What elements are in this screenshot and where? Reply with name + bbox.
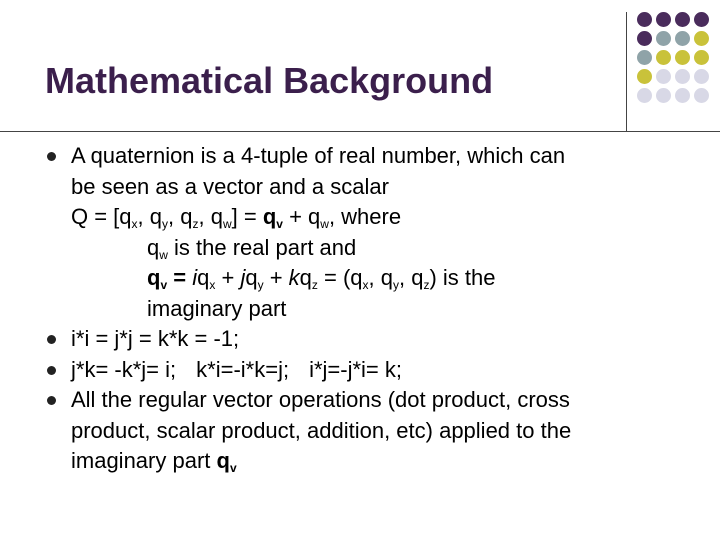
text-line: be seen as a vector and a scalar: [71, 173, 389, 199]
decorative-dot: [637, 12, 652, 27]
decorative-dot: [694, 88, 709, 103]
eq-part: , q: [168, 204, 193, 229]
decorative-dot: [637, 50, 652, 65]
bullet-icon: [47, 152, 56, 161]
subscript: x: [209, 278, 216, 292]
text-line: product, scalar product, addition, etc) applied to the: [71, 417, 572, 443]
eq-part: ) is the: [429, 265, 496, 290]
eq-part: k: [288, 265, 300, 290]
subscript: y: [393, 278, 400, 292]
decorative-dot: [675, 50, 690, 65]
slide-title: Mathematical Background: [45, 60, 494, 101]
vector-q: q: [147, 265, 161, 290]
real-part-line: [71, 233, 687, 264]
eq-part: + q: [282, 204, 321, 229]
subscript: z: [423, 278, 430, 292]
subscript: y: [257, 278, 264, 292]
subscript: x: [362, 278, 369, 292]
subscript: v: [276, 217, 283, 231]
imaginary-part-line: [71, 263, 687, 294]
eq-part: q: [299, 265, 312, 290]
eq-part: , q: [198, 204, 223, 229]
decorative-dot: [656, 12, 671, 27]
text-line: A quaternion is a 4-tuple of real number, which can: [71, 143, 566, 168]
eq-part: =: [167, 265, 193, 290]
decorative-dot: [675, 12, 690, 27]
text-line: [71, 446, 687, 477]
eq-part: q: [197, 265, 210, 290]
bullet-icon: [47, 366, 56, 375]
subscript: y: [162, 217, 169, 231]
eq-part: , q: [399, 265, 424, 290]
eq-part: is the real part and: [167, 234, 357, 260]
bullet-icon: [47, 335, 56, 344]
subscript: z: [311, 278, 318, 292]
bullet-quaternion-definition: [47, 141, 687, 324]
decorative-dot: [656, 88, 671, 103]
subscript: w: [159, 247, 168, 262]
decorative-dot: [694, 31, 709, 46]
decorative-dot: [675, 88, 690, 103]
text-line: imaginary part: [147, 295, 287, 321]
eq-part: ] =: [231, 204, 263, 229]
decorative-dot: [694, 69, 709, 84]
decorative-dot: [637, 69, 652, 84]
text-line: [71, 355, 687, 386]
eq-part: +: [263, 265, 289, 290]
eq-part: Q = [q: [71, 204, 132, 229]
bullet-vector-operations: [47, 385, 687, 477]
subscript: z: [192, 217, 199, 231]
eq-part: , q: [368, 265, 394, 290]
rule-jk: j*k= -k*j= i;: [71, 356, 177, 382]
bullet-product-rules: [47, 355, 687, 386]
decorative-dot: [656, 31, 671, 46]
subscript: x: [131, 217, 138, 231]
vector-q: q: [216, 448, 230, 473]
decorative-dot: [656, 69, 671, 84]
decorative-dot: [675, 31, 690, 46]
eq-part: , q: [137, 204, 163, 229]
bullet-icon: [47, 396, 56, 405]
eq-part: j: [240, 265, 246, 290]
decorative-dot-grid: [637, 12, 711, 105]
equation-line: [71, 202, 687, 233]
eq-part: imaginary part: [71, 448, 217, 473]
decorative-dot: [694, 12, 709, 27]
text-line: All the regular vector operations (dot product, cross: [71, 387, 570, 412]
eq-part: +: [215, 265, 241, 290]
decorative-dot: [694, 50, 709, 65]
subscript: w: [222, 217, 232, 231]
title-divider: [0, 131, 720, 132]
eq-part: q: [147, 234, 160, 260]
eq-part: q: [245, 265, 258, 290]
decorative-dot: [637, 31, 652, 46]
subscript: w: [320, 217, 329, 231]
text-line: i*i = j*j = k*k = -1;: [71, 326, 240, 351]
rule-ij: i*j=-j*i= k;: [309, 356, 402, 382]
decorative-dot: [637, 88, 652, 103]
decorative-dot: [675, 69, 690, 84]
vector-q: q: [262, 204, 277, 229]
eq-part: = (q: [317, 265, 363, 290]
subscript: v: [229, 461, 237, 475]
rule-ki: k*i=-i*k=j;: [196, 356, 290, 382]
decorative-dot: [656, 50, 671, 65]
vertical-divider: [626, 12, 627, 132]
subscript: v: [160, 278, 168, 292]
bullet-squares-rule: [47, 324, 687, 355]
slide-body: [47, 141, 687, 477]
eq-part: i: [192, 265, 198, 290]
eq-part: , where: [328, 204, 402, 229]
